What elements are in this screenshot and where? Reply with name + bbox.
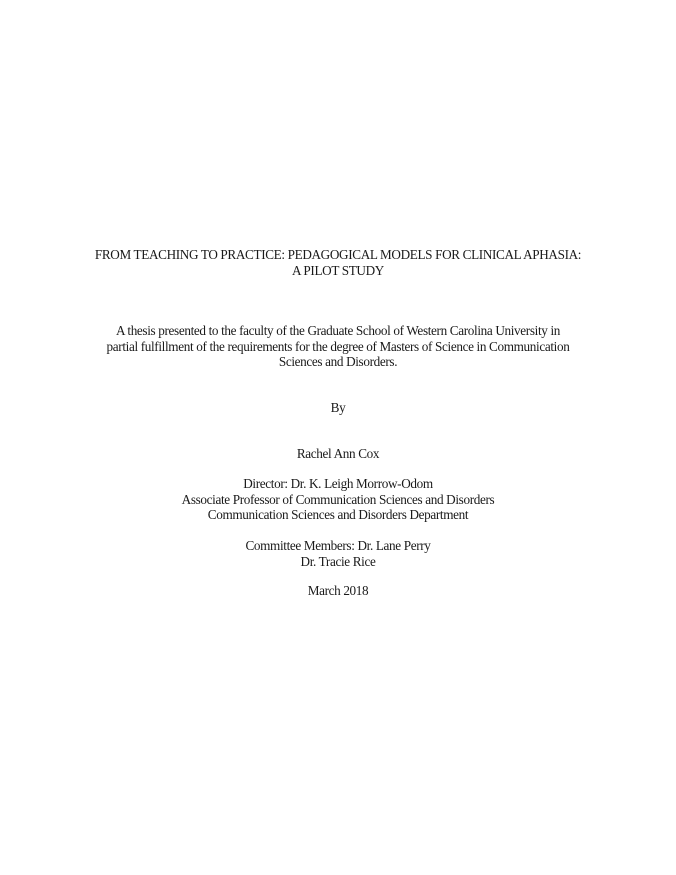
purpose-line-1: A thesis presented to the faculty of the Graduate School of Western Carolina University in: [115, 323, 561, 338]
thesis-title-line-1: FROM TEACHING TO PRACTICE: PEDAGOGICAL MODELS FOR CLINICAL APHASIA:: [94, 247, 582, 262]
director-info: [78, 476, 598, 523]
committee-member-1: Committee Members: Dr. Lane Perry: [245, 538, 431, 553]
director-department: Communication Sciences and Disorders Department: [207, 507, 469, 522]
director-title: Associate Professor of Communication Sciences and Disorders: [181, 491, 495, 507]
by-text: By: [330, 400, 346, 415]
submission-date: [78, 583, 598, 599]
purpose-line-2: partial fulfillment of the requirements for the degree of Masters of Science in Communication: [106, 338, 570, 354]
thesis-purpose-statement: [84, 323, 592, 370]
author-text: Rachel Ann Cox: [296, 446, 380, 461]
committee-members: [78, 538, 598, 569]
director-name: Director: Dr. K. Leigh Morrow-Odom: [243, 476, 433, 491]
date-text: March 2018: [307, 583, 369, 598]
thesis-title: [78, 247, 598, 278]
author-name: [78, 446, 598, 462]
purpose-line-3: Sciences and Disorders.: [278, 354, 398, 369]
by-label: [78, 400, 598, 416]
committee-member-2: Dr. Tracie Rice: [300, 553, 376, 569]
thesis-title-line-2: A PILOT STUDY: [292, 262, 384, 278]
